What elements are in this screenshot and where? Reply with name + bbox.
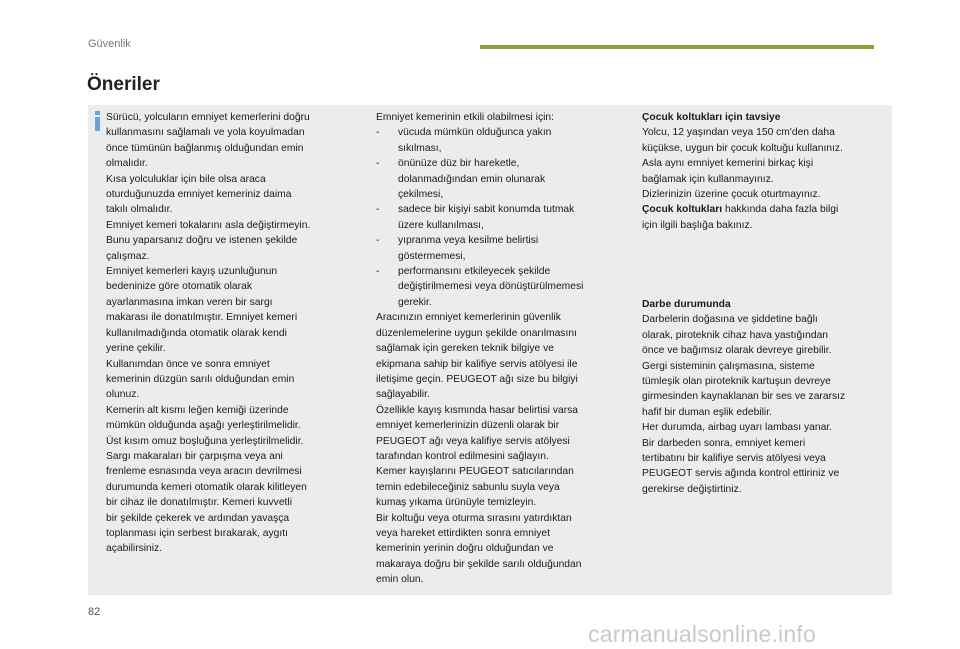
text-line: - sadece bir kişiyi sabit konumda tutmak [376,202,626,217]
text-line: oturduğunuzda emniyet kemeriniz daima [106,189,292,201]
text-line: girmesinden kaynaklanan bir ses ve zararsız [642,391,846,403]
text-line: Bunu yaparsanız doğru ve istenen şekilde [106,235,298,247]
text-line: emniyet kemerlerinizin düzenli olarak bir [376,420,560,432]
text-line: tarafından kontrol edilmesini sağlayın. [376,450,549,462]
text-line: Kemerin alt kısmı leğen kemiği üzerinde [106,404,289,416]
text-line: kemerinin düzgün sarılı olduğundan emin [106,373,295,385]
column-3-impact-section [642,297,882,497]
column-1 [106,110,356,557]
text-line: iletişime geçin. PEUGEOT ağı size bu bilgiyi [376,373,578,385]
text-line: Darbelerin doğasına ve şiddetine bağlı [642,314,818,326]
text-line: veya hareket ettirdikten sonra emniyet [376,527,550,539]
text-line: makaraya doğru bir şekilde sarılı olduğundan [376,558,582,570]
header-accent-bar [480,45,874,49]
text-line: bedeninize göre otomatik olarak [106,281,252,293]
text-line: Kısa yolculuklar için bile olsa araca [106,173,266,185]
text-line: kumaş yıkama ürünüyle temizleyin. [376,497,537,509]
text-line: PEUGEOT ağı veya kalifiye servis atölyesi [376,435,570,447]
text-line: Gergi sisteminin çalışmasına, sisteme [642,360,815,372]
column-3 [642,110,882,233]
text-line: Emniyet kemeri tokalarını asla değiştirmeyin. [106,219,311,231]
text-line: - yıpranma veya kesilme belirtisi [376,233,626,248]
text-line: olmalıdır. [106,158,148,170]
text-line: göstermemesi, [398,250,466,262]
text-line: önce ve bağımsız olarak devreye girebilir. [642,345,832,357]
text-line: hafif bir duman eşlik edebilir. [642,406,772,418]
section-label: Güvenlik [88,38,131,50]
text-line: kullanılmadığında otomatik olarak kendi [106,327,287,339]
text-line: Asla aynı emniyet kemerini birkaç kişi [642,158,814,170]
text-line: - vücuda mümkün olduğunca yakın [376,125,626,140]
text-line: kemerinin yerinin doğru olduğundan ve [376,543,554,555]
text-line: bir şekilde çekerek ve ardından yavaşça [106,512,290,524]
text-line: çalışmaz. [106,250,150,262]
child-seat-reference-line2: için ilgili başlığa bakınız. [642,219,753,231]
text-line: durumunda kemeri otomatik olarak kilitleyen [106,481,307,493]
page-title: Öneriler [87,74,160,95]
text-line: Emniyet kemerinin etkili olabilmesi için: [376,112,554,123]
text-line: Yolcu, 12 yaşından veya 150 cm'den daha [642,127,835,139]
text-line: önce tümünün bağlanmış olduğundan emin [106,142,304,154]
text-line: tümleşik olan piroteknik kartuşun devreye [642,376,831,388]
text-line: küçükse, uygun bir çocuk koltuğu kullanınız. [642,142,843,154]
text-line: Sargı makaraları bir çarpışma veya ani [106,450,283,462]
text-line: Bir darbeden sonra, emniyet kemeri [642,437,806,449]
text-line: makarası ile donatılmıştır. Emniyet kemeri [106,312,298,324]
text-line: düzenlemelerine uygun şekilde onarılmasını [376,327,577,339]
text-line: tertibatını bir kalifiye servis atölyesi veya [642,453,826,465]
text-line: toplanması için serbest bırakarak, aygıtı [106,527,288,539]
text-line: PEUGEOT servis ağında kontrol ettiriniz ve [642,468,840,480]
text-line: Her durumda, airbag uyarı lambası yanar. [642,422,833,434]
text-line: bir cihaz ile donatılmıştır. Kemeri kuvvetli [106,497,292,509]
section-heading: Darbe durumunda [642,299,731,310]
text-line: gerekirse değiştirtiniz. [642,483,742,495]
text-line: ayarlanmasına imkan veren bir sargı [106,296,273,308]
text-line: Kullanımdan önce ve sonra emniyet [106,358,270,370]
text-line: - performansını etkileyecek şekilde [376,264,626,279]
column-2 [376,110,626,588]
text-line: sağlayabilir. [376,389,430,401]
text-line: bağlamak için kullanmayınız. [642,173,774,185]
text-line: çekilmesi, [398,189,444,201]
text-line: üzere kullanılması, [398,219,484,231]
info-icon [94,111,101,131]
text-line: değiştirilmemesi veya dönüştürülmemesi [398,281,584,293]
text-line: ekipmana sahip bir kalifiye servis atölyesi ile [376,358,578,370]
text-line: olunuz. [106,389,140,401]
text-line: Özellikle kayış kısmında hasar belirtisi varsa [376,404,579,416]
text-line: sıkılması, [398,142,442,154]
section-heading: Çocuk koltukları için tavsiye [642,112,781,123]
text-line: emin olun. [376,574,424,586]
child-seat-reference-bold: Çocuk koltukları [642,204,723,216]
text-line: takılı olmalıdır. [106,204,173,216]
text-line: Bir koltuğu veya oturma sırasını yatırdıktan [376,512,572,524]
page-number: 82 [88,606,101,618]
text-line: Kemer kayışlarını PEUGEOT satıcılarından [376,466,574,478]
text-line: mümkün olduğunda aşağı yerleştirilmelidir. [106,420,301,432]
text-line: açabilirsiniz. [106,543,163,555]
text-line: Aracınızın emniyet kemerlerinin güvenlik [376,312,561,324]
text-line: Dizlerinizin üzerine çocuk oturtmayınız. [642,189,821,201]
text-line: sağlamak için gereken teknik bilgiye ve [376,343,554,355]
text-line: temin edebileceğiniz sabunlu suyla veya [376,481,560,493]
child-seat-reference [642,202,882,217]
text-line: - önünüze düz bir hareketle, [376,156,626,171]
child-seat-reference-rest: hakkında daha fazla bilgi [722,204,839,216]
text-line: kullanmasını sağlamalı ve yola koyulmadan [106,127,305,139]
text-line: yerine çekilir. [106,343,166,355]
text-line: gerekir. [398,296,432,308]
text-line: Emniyet kemerleri kayış uzunluğunun [106,266,278,278]
text-line: Üst kısım omuz boşluğuna yerleştirilmelidir. [106,435,304,447]
watermark: carmanualsonline.info [588,621,816,647]
text-line: frenleme esnasında veya aracın devrilmesi [106,466,302,478]
text-line: Sürücü, yolcuların emniyet kemerlerini doğru [106,112,310,123]
text-line: olarak, piroteknik cihaz hava yastığından [642,329,829,341]
text-line: dolanmadığından emin olunarak [398,173,546,185]
